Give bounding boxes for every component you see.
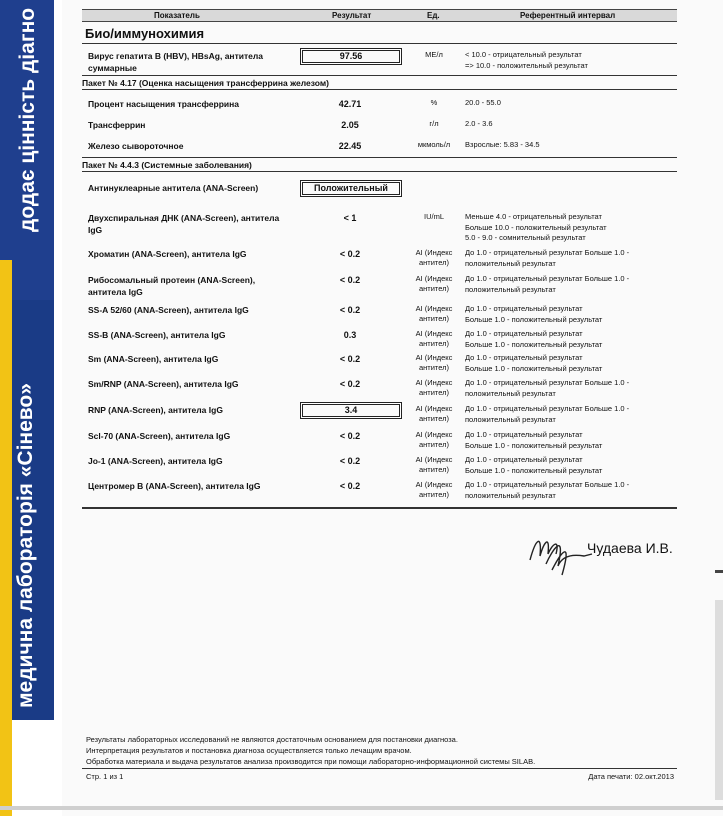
reference-line: До 1.0 - отрицательный результат Больше 1.0 - — [465, 274, 630, 283]
row-unit: мкмоль/л — [417, 140, 451, 149]
row-unit: МЕ/л — [425, 50, 443, 59]
reference-line: 20.0 - 55.0 — [465, 98, 501, 107]
reference-line: положительный результат — [465, 414, 556, 424]
page-number: Стр. 1 из 1 — [86, 772, 124, 781]
row-result: < 0.2 — [339, 481, 361, 491]
row-unit: AI (Индекс антител) — [415, 274, 453, 293]
row-result: Положительный — [300, 180, 402, 197]
row-result: 2.05 — [341, 120, 359, 130]
divider — [82, 43, 677, 44]
divider — [82, 157, 677, 158]
row-name: Sm/RNP (ANA-Screen), антитела IgG — [88, 379, 239, 389]
edge-mark — [715, 570, 723, 573]
reference-line: Больше 1.0 - положительный результат — [465, 339, 603, 349]
row-result: 22.45 — [338, 141, 362, 151]
result-row — [82, 50, 677, 74]
row-reference — [465, 274, 680, 295]
row-result: < 0.2 — [339, 354, 361, 364]
lab-report-page — [82, 0, 682, 790]
section-title: Био/иммунохимия — [85, 26, 205, 41]
edge-bar — [715, 600, 723, 800]
row-name: RNP (ANA-Screen), антитела IgG — [88, 405, 223, 415]
row-unit: AI (Индекс антител) — [415, 353, 453, 372]
row-name: Хроматин (ANA-Screen), антитела IgG — [88, 249, 247, 259]
footer-note: Обработка материала и выдача результатов анализа производится при помощи лабораторно-информационной системы SILAB. — [86, 757, 536, 766]
reference-line: До 1.0 - отрицательный результат — [465, 430, 583, 439]
reference-line: 2.0 - 3.6 — [465, 119, 493, 128]
sidebar-lab-name: медична лабораторія «Сінево» — [14, 383, 37, 708]
row-name: Вирус гепатита В (HBV), HBsAg, антитела суммарные — [88, 51, 263, 73]
row-name: Центромер В (ANA-Screen), антитела IgG — [88, 481, 261, 491]
row-unit: AI (Индекс антител) — [415, 430, 453, 449]
row-unit: AI (Индекс антител) — [415, 248, 453, 267]
row-name: SS-B (ANA-Screen), антитела IgG — [88, 330, 226, 340]
row-reference — [465, 378, 680, 399]
signature-name: Чудаева И.В. — [587, 540, 673, 556]
reference-line: положительный результат — [465, 284, 556, 294]
header-indicator: Показатель — [154, 11, 200, 20]
row-reference — [465, 430, 680, 451]
row-name: Двухспиральная ДНК (ANA-Screen), антитела IgG — [88, 213, 280, 235]
row-result: < 0.2 — [339, 456, 361, 466]
row-reference — [465, 353, 680, 374]
row-name: Антинуклеарные антитела (ANA-Screen) — [88, 183, 259, 193]
row-name: Scl-70 (ANA-Screen), антитела IgG — [88, 431, 231, 441]
bottom-edge — [0, 806, 723, 810]
row-reference: < 10.0 - отрицательный результат => 10.0 - положительный результат — [465, 50, 588, 70]
reference-line: До 1.0 - отрицательный результат — [465, 353, 583, 362]
row-reference — [465, 329, 680, 350]
row-reference — [465, 212, 680, 244]
print-date: Дата печати: 02.окт.2013 — [588, 772, 674, 781]
row-name: Рибосомальный протеин (ANA-Screen), антитела IgG — [88, 275, 256, 297]
table-header — [82, 9, 677, 22]
row-unit: г/л — [429, 119, 439, 128]
footer-note: Результаты лабораторных исследований не являются достаточным основанием для постановки диагноза. — [86, 735, 458, 744]
packet-title: Пакет № 4.17 (Оценка насыщения трансферрина железом) — [82, 78, 329, 88]
row-reference — [465, 404, 680, 425]
row-result: 42.71 — [338, 99, 362, 109]
reference-line: Больше 1.0 - положительный результат — [465, 440, 603, 450]
reference-line: Больше 1.0 - положительный результат — [465, 465, 603, 475]
row-name: Jo-1 (ANA-Screen), антитела IgG — [88, 456, 223, 466]
row-result: 0.3 — [343, 330, 357, 340]
row-result: < 0.2 — [339, 275, 361, 285]
row-reference — [465, 455, 680, 476]
reference-line: положительный результат — [465, 258, 556, 268]
footer-note: Интерпретация результатов и постановка диагноза осуществляется только лечащим врачом. — [86, 746, 412, 755]
row-reference — [465, 480, 680, 501]
row-result: 3.4 — [300, 402, 402, 419]
header-unit: Ед. — [427, 11, 440, 20]
row-name: SS-A 52/60 (ANA-Screen), антитела IgG — [88, 305, 249, 315]
row-reference — [465, 304, 680, 325]
reference-line: До 1.0 - отрицательный результат Больше 1.0 - — [465, 378, 630, 387]
row-reference — [465, 98, 680, 109]
divider — [82, 768, 677, 769]
reference-line: До 1.0 - отрицательный результат — [465, 304, 583, 313]
reference-line: До 1.0 - отрицательный результат Больше 1.0 - — [465, 404, 630, 413]
sidebar-slogan: додає цінність діагно — [16, 7, 39, 232]
row-result: < 1 — [343, 213, 357, 223]
row-reference — [465, 140, 680, 151]
row-unit: AI (Индекс антител) — [415, 404, 453, 423]
row-result: < 0.2 — [339, 379, 361, 389]
row-unit: IU/mL — [423, 212, 444, 221]
divider — [82, 75, 677, 76]
row-unit: AI (Индекс антител) — [415, 455, 453, 474]
reference-line: положительный результат — [465, 490, 556, 500]
reference-line: Больше 1.0 - положительный результат — [465, 314, 603, 324]
reference-line: положительный результат — [465, 388, 556, 398]
row-name: Sm (ANA-Screen), антитела IgG — [88, 354, 219, 364]
divider — [82, 89, 677, 90]
row-result: < 0.2 — [339, 249, 361, 259]
row-result: < 0.2 — [339, 305, 361, 315]
row-name: Железо сывороточное — [88, 141, 184, 151]
reference-line: Больше 10.0 - положительный результат — [465, 222, 607, 232]
reference-line: До 1.0 - отрицательный результат — [465, 329, 583, 338]
row-name: Процент насыщения трансферрина — [88, 99, 239, 109]
row-unit: AI (Индекс антител) — [415, 480, 453, 499]
reference-line: До 1.0 - отрицательный результат — [465, 455, 583, 464]
header-result: Результат — [332, 11, 372, 20]
packet-title: Пакет № 4.4.3 (Системные заболевания) — [82, 160, 252, 170]
row-name: Трансферрин — [88, 120, 146, 130]
reference-line: Взрослые: 5.83 - 34.5 — [465, 140, 540, 149]
brand-sidebar — [0, 0, 62, 816]
reference-line: До 1.0 - отрицательный результат Больше 1.0 - — [465, 248, 630, 257]
row-unit: AI (Индекс антител) — [415, 304, 453, 323]
row-reference — [465, 248, 680, 269]
row-unit: % — [430, 98, 438, 107]
row-unit: AI (Индекс антител) — [415, 378, 453, 397]
reference-line: 5.0 - 9.0 - сомнительный результат — [465, 233, 586, 242]
reference-line: До 1.0 - отрицательный результат Больше 1.0 - — [465, 480, 630, 489]
brand-band-yellow — [0, 260, 12, 816]
reference-line: Меньше 4.0 - отрицательный результат — [465, 212, 602, 221]
row-reference — [465, 119, 680, 130]
row-unit: AI (Индекс антител) — [415, 329, 453, 348]
divider — [82, 507, 677, 509]
row-result: < 0.2 — [339, 431, 361, 441]
header-reference: Референтный интервал — [520, 11, 616, 20]
row-result-highlighted: 97.56 — [300, 48, 402, 65]
divider — [82, 171, 677, 172]
reference-line: Больше 1.0 - положительный результат — [465, 363, 603, 373]
